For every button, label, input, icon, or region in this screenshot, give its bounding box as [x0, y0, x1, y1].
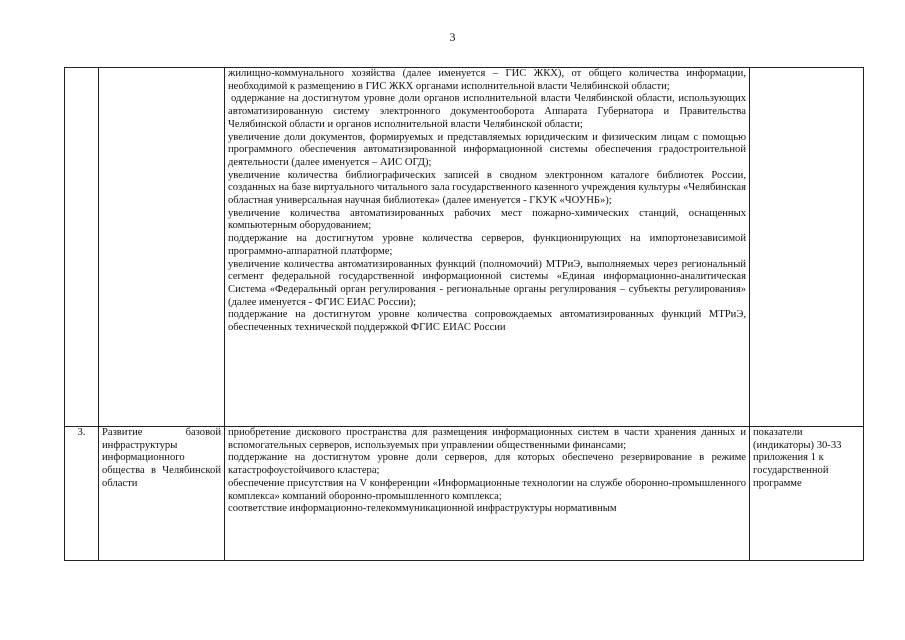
direction-name-cell: Развитие базовой инфраструктуры информационного общества в Челябинской области: [99, 427, 225, 561]
measure-paragraph: оддержание на достигнутом уровне доли органов исполнительной власти Челябинской области, использующих автоматизированную систему электронного документооборота Аппарата Губернатора и Правительства Челябинской области и органов исполнительной власти Челябинской области;: [228, 93, 746, 130]
measure-paragraph: жилищно-коммунального хозяйства (далее именуется – ГИС ЖКХ), от общего количества информации, необходимой к размещению в ГИС ЖКХ органами исполнительной власти Челябинской области;: [228, 68, 746, 92]
measure-paragraph: увеличение количества автоматизированных рабочих мест пожарно-химических станций, оснащенных компьютерным оборудованием;: [228, 207, 746, 232]
measure-paragraph: поддержание на достигнутом уровне количества серверов, функционирующих на импортонезависимой программно-аппаратной платформе;: [228, 233, 746, 257]
measure-paragraph: увеличение доли документов, формируемых и представляемых юридическим и физическим лицам с помощью программного обеспечения автоматизированной информационной системы обеспечения градостроительной деятельности (далее именуется – АИС ОГД);: [228, 131, 746, 168]
measure-paragraph: соответствие информационно-телекоммуникационной инфраструктуры нормативным: [228, 503, 617, 515]
measure-paragraph: приобретение дискового пространства для размещения информационных систем в части хранения данных и вспомогательных серверов, используемых при управлении общественными финансами;: [228, 427, 746, 451]
program-measures-table: [64, 67, 864, 561]
page-number: 3: [449, 30, 456, 44]
direction-name-cell: [99, 68, 225, 427]
row-number-cell: 3.: [65, 427, 99, 561]
measure-paragraph: поддержание на достигнутом уровне количества сопровождаемых автоматизированных функций МТРиЭ, обеспеченных технической поддержкой ФГИС ЕИАС России: [228, 309, 746, 334]
measure-paragraph: поддержание на достигнутом уровне доли серверов, для которых обеспечено резервирование в режиме катастрофоустойчивого кластера;: [228, 452, 746, 477]
measures-cell: [225, 68, 750, 427]
measure-paragraph: обеспечение присутствия на V конференции «Информационные технологии на службе оборонно-промышленного комплекса» компаний оборонно-промышленного комплекса;: [228, 477, 746, 502]
table-row: [65, 68, 864, 427]
indicators-cell: показатели (индикаторы) 30-33 приложения 1 к государственной программе: [750, 427, 864, 561]
table-row: [65, 427, 864, 561]
measure-paragraph: увеличение количества автоматизированных функций (полномочий) МТРиЭ, выполняемых через региональный сегмент федеральной государственной информационной системы «Единая информационно-аналитическая Система «Федеральный орган регулирования - региональные органы регулирования – субъекты регулирования» (далее именуется - ФГИС ЕИАС России);: [228, 258, 746, 308]
indicators-cell: [750, 68, 864, 427]
measure-paragraph: увеличение количества библиографических записей в сводном электронном каталоге библиотек России, созданных на базе виртуального читального зала государственного казенного учреждения культуры «Челябинская областная универсальная научная библиотека» (далее именуется - ГКУК «ЧОУНБ»);: [228, 169, 746, 207]
row-number-cell: [65, 68, 99, 427]
measures-cell: [225, 427, 750, 561]
